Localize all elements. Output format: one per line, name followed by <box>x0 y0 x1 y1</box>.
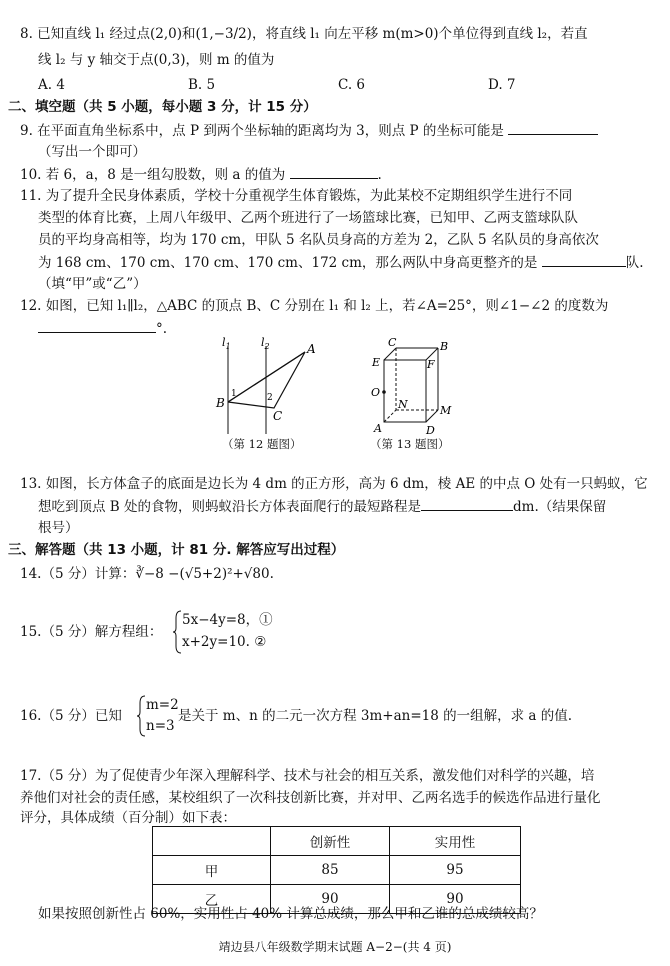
q8-option-a: A. 4 <box>38 77 65 93</box>
fig12-caption: （第 12 题图） <box>222 437 302 451</box>
q14-line: 14.（5 分）计算：∛−8 −(√5+2)²+√80. <box>20 566 274 582</box>
q15-eq2: x+2y=10. ② <box>182 634 267 650</box>
q12-answer-blank[interactable] <box>38 318 156 333</box>
q8-option-b: B. 5 <box>188 77 216 93</box>
fig12-angle-1: 1 <box>231 389 237 399</box>
q15-brace <box>172 610 182 654</box>
q11-line4-end: 队. <box>625 255 644 271</box>
q8-option-d: D. 7 <box>488 77 516 93</box>
q13-line3: 根号） <box>38 520 79 536</box>
table-cell: 85 <box>271 856 390 885</box>
fig12-angle-2: 2 <box>267 393 273 403</box>
q17-question: 如果按照创新性占 60%，实用性占 40% 计算总成绩，那么甲和乙谁的总成绩较高？ <box>38 906 543 922</box>
fig13-label-a: A <box>374 422 382 435</box>
fig12-label-c: C <box>273 409 283 423</box>
q10-answer-blank[interactable] <box>290 164 378 179</box>
fig13-caption: （第 13 题图） <box>370 437 450 451</box>
q17-line2: 养他们对社会的责任感，某校组织了一次科技创新比赛，并对甲、乙两名选手的候选作品进行量化 <box>20 790 601 806</box>
table-cell: 甲 <box>153 856 271 885</box>
q16-suffix: 是关于 m、n 的二元一次方程 3m+an=18 的一组解，求 a 的值. <box>178 708 573 724</box>
q11-line4 <box>38 252 644 273</box>
q13-line2-end: dm.（结果保留 <box>513 499 607 515</box>
q13-line2 <box>38 496 606 517</box>
fig12-label-b: B <box>216 396 225 410</box>
figure-12 <box>200 336 330 436</box>
fig13-label-d: D <box>426 424 435 436</box>
q12-line2-end: °. <box>156 321 168 337</box>
table-cell: 90 <box>390 885 521 914</box>
q13-line1: 13. 如图，长方体盒子的底面是边长为 4 dm 的正方形，高为 6 dm，棱 AE 的中点 O 处有一只蚂蚁，它 <box>20 476 648 492</box>
fig13-label-b: B <box>440 340 449 353</box>
q15-prefix: 15.（5 分）解方程组： <box>20 624 163 640</box>
q11-line5: （填“甲”或“乙”） <box>38 276 147 292</box>
section-2-heading: 二、填空题（共 5 小题，每小题 3 分，计 15 分） <box>8 99 317 115</box>
q13-answer-blank[interactable] <box>421 496 513 511</box>
q11-line4-text: 为 168 cm、170 cm、170 cm、170 cm、172 cm，那么两队中身高更整齐的是 <box>38 255 538 271</box>
q9-line2: （写出一个即可） <box>38 144 146 160</box>
q16-eq1: m=2 <box>146 697 179 713</box>
q8-options <box>38 75 638 95</box>
q8-line1: 8. 已知直线 l₁ 经过点(2,0)和(1,−3/2)，将直线 l₁ 向左平移 m(m>0)个单位得到直线 l₂，若直 <box>20 26 588 42</box>
table-header-row <box>153 827 521 856</box>
fig13-front-face <box>384 360 426 422</box>
q11-line3: 员的平均身高相等，均为 170 cm，甲队 5 名队员身高的方差为 2，乙队 5 名队员的身高依次 <box>38 232 599 248</box>
q16-prefix: 16.（5 分）已知 <box>20 708 122 724</box>
table-row <box>153 856 521 885</box>
q17-score-table <box>152 826 521 914</box>
q17-line1: 17.（5 分）为了促使青少年深入理解科学、技术与社会的相互关系，激发他们对科学的兴趣，培 <box>20 768 595 784</box>
table-cell: 乙 <box>153 885 271 914</box>
page-footer: 靖边县八年级数学期末试题 A−2−(共 4 页) <box>218 940 452 954</box>
fig12-label-l2: $l_2$ <box>261 336 270 351</box>
q9-answer-blank[interactable] <box>508 120 598 135</box>
q9-line1 <box>20 120 598 141</box>
q15-eq1: 5x−4y=8，① <box>182 612 273 628</box>
q11-line2: 类型的体育比赛，上周八年级甲、乙两个班进行了一场篮球比赛，已知甲、乙两支篮球队队 <box>38 210 578 226</box>
fig13-label-m: M <box>440 404 452 417</box>
q8-line2: 线 l₂ 与 y 轴交于点(0,3)，则 m 的值为 <box>38 52 275 68</box>
fig12-label-l1: $l_1$ <box>222 336 231 351</box>
q11-line1: 11. 为了提升全民身体素质，学校十分重视学生体育锻炼，为此某校不定期组织学生进行不同 <box>20 188 573 204</box>
section-3-heading: 三、解答题（共 13 小题，计 81 分. 解答应写出过程） <box>8 542 345 558</box>
q8-option-c: C. 6 <box>338 77 366 93</box>
q16-eq2: n=3 <box>146 718 175 734</box>
q17-line3: 评分，具体成绩（百分制）如下表： <box>20 810 236 826</box>
q16-brace <box>136 695 146 737</box>
q9-text: 9. 在平面直角坐标系中，点 P 到两个坐标轴的距离均为 3，则点 P 的坐标可能是 <box>20 123 504 139</box>
fig13-point-o <box>382 390 386 394</box>
fig13-label-c: C <box>388 336 397 349</box>
fig13-label-o: O <box>371 386 381 399</box>
q11-answer-blank[interactable] <box>542 252 626 267</box>
table-cell: 95 <box>390 856 521 885</box>
fig13-label-n: N <box>398 398 408 411</box>
fig12-label-a: A <box>307 342 316 356</box>
table-header-cell <box>153 827 271 856</box>
q12-line1: 12. 如图，已知 l₁∥l₂，△ABC 的顶点 B、C 分别在 l₁ 和 l₂ 上，若∠A=25°，则∠1−∠2 的度数为 <box>20 298 609 314</box>
q12-line2 <box>38 318 167 339</box>
fig13-label-e: E <box>372 356 381 369</box>
table-cell: 90 <box>271 885 390 914</box>
q10-text: 10. 若 6，a，8 是一组勾股数，则 a 的值为 <box>20 167 286 183</box>
fig13-label-f: F <box>427 358 435 371</box>
q13-line2-text: 想吃到顶点 B 处的食物，则蚂蚁沿长方体表面爬行的最短路程是 <box>38 499 422 515</box>
q10-line: 10. 若 6，a，8 是一组勾股数，则 a 的值为 . <box>20 164 382 185</box>
table-header-cell: 创新性 <box>271 827 390 856</box>
table-header-cell: 实用性 <box>390 827 521 856</box>
figure-13 <box>366 336 466 436</box>
